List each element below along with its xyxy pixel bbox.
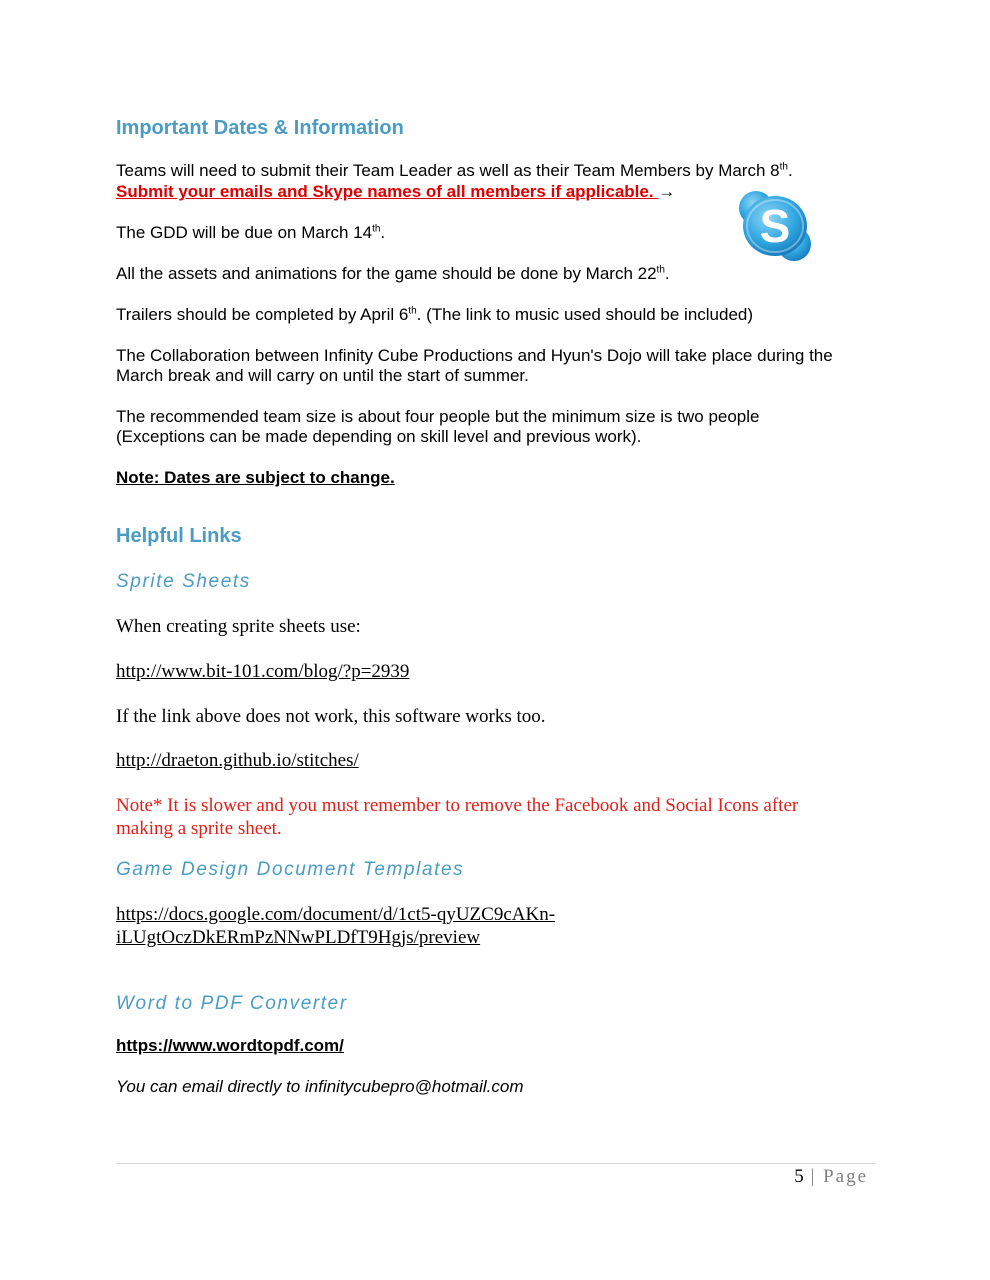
link-stitches[interactable] bbox=[116, 749, 359, 772]
heading-gdd-templates: Game Design Document Templates bbox=[116, 859, 465, 880]
footer-divider bbox=[116, 1163, 876, 1164]
gdd-due-text: The GDD will be due on March 14 bbox=[116, 223, 373, 242]
sprite-note-line-1: Note* It is slower and you must remember to remove the Facebook and Social Icons after bbox=[116, 795, 799, 816]
punctuation: . bbox=[787, 161, 793, 180]
paragraph-assets-due bbox=[116, 264, 670, 284]
footer-separator: | bbox=[803, 1166, 824, 1187]
link-gdd-template[interactable] bbox=[116, 903, 555, 949]
superscript: th bbox=[372, 223, 381, 235]
collaboration-line-1: The Collaboration between Infinity Cube Productions and Hyun's Dojo will take place during the bbox=[116, 346, 833, 365]
superscript: th bbox=[656, 264, 665, 276]
team-size-line-2: (Exceptions can be made depending on skill level and previous work). bbox=[116, 427, 642, 446]
team-size-line-1: The recommended team size is about four people but the minimum size is two people bbox=[116, 407, 760, 426]
gdd-link-line-2[interactable]: iLUgtOczDkERmPzNNwPLDfT9Hgjs/preview bbox=[116, 927, 481, 948]
assets-due-text: All the assets and animations for the game should be done by March 22 bbox=[116, 264, 657, 283]
page-footer bbox=[794, 1166, 868, 1188]
sprite-alternative-text: If the link above does not work, this software works too. bbox=[116, 706, 546, 727]
page-label: Page bbox=[823, 1166, 868, 1187]
email-note: You can email directly to infinitycubepro@hotmail.com bbox=[116, 1077, 524, 1096]
heading-sprite-sheets: Sprite Sheets bbox=[116, 571, 251, 592]
link-wordtopdf[interactable] bbox=[116, 1036, 344, 1056]
sprite-intro: When creating sprite sheets use: bbox=[116, 616, 361, 637]
arrow-right-icon: → bbox=[658, 182, 676, 201]
team-submission-text: Teams will need to submit their Team Leader as well as their Team Members by March 8 bbox=[116, 161, 780, 180]
skype-letter: S bbox=[759, 200, 791, 252]
heading-important-dates: Important Dates & Information bbox=[116, 117, 404, 139]
paragraph-trailers-due bbox=[116, 305, 753, 325]
superscript: th bbox=[408, 305, 417, 317]
paragraph-team-size bbox=[116, 407, 760, 447]
paragraph-gdd-due bbox=[116, 223, 385, 243]
sprite-note bbox=[116, 794, 798, 840]
paragraph-team-submission bbox=[116, 161, 896, 181]
heading-word-to-pdf: Word to PDF Converter bbox=[116, 993, 348, 1014]
link-stitches-text[interactable]: http://draeton.github.io/stitches/ bbox=[116, 750, 359, 771]
gdd-link-line-1[interactable]: https://docs.google.com/document/d/1ct5-qyUZC9cAKn- bbox=[116, 904, 556, 925]
page-number: 5 bbox=[794, 1166, 804, 1187]
heading-helpful-links: Helpful Links bbox=[116, 525, 242, 547]
punctuation: . bbox=[664, 264, 670, 283]
note-dates-subject-to-change: Note: Dates are subject to change. bbox=[116, 468, 395, 487]
link-bit101[interactable] bbox=[116, 660, 409, 683]
trailers-due-note: . (The link to music used should be included) bbox=[416, 305, 754, 324]
superscript: th bbox=[779, 161, 788, 173]
submit-emails-line bbox=[116, 182, 675, 202]
submit-emails-link[interactable]: Submit your emails and Skype names of all members if applicable. bbox=[116, 182, 659, 201]
punctuation: . bbox=[380, 223, 386, 242]
skype-logo bbox=[736, 188, 814, 264]
link-wordtopdf-text[interactable]: https://www.wordtopdf.com/ bbox=[116, 1036, 344, 1055]
link-bit101-text[interactable]: http://www.bit-101.com/blog/?p=2939 bbox=[116, 661, 410, 682]
trailers-due-text: Trailers should be completed by April 6 bbox=[116, 305, 409, 324]
paragraph-collaboration bbox=[116, 346, 833, 386]
sprite-note-line-2: making a sprite sheet. bbox=[116, 818, 282, 839]
collaboration-line-2: March break and will carry on until the start of summer. bbox=[116, 366, 529, 385]
